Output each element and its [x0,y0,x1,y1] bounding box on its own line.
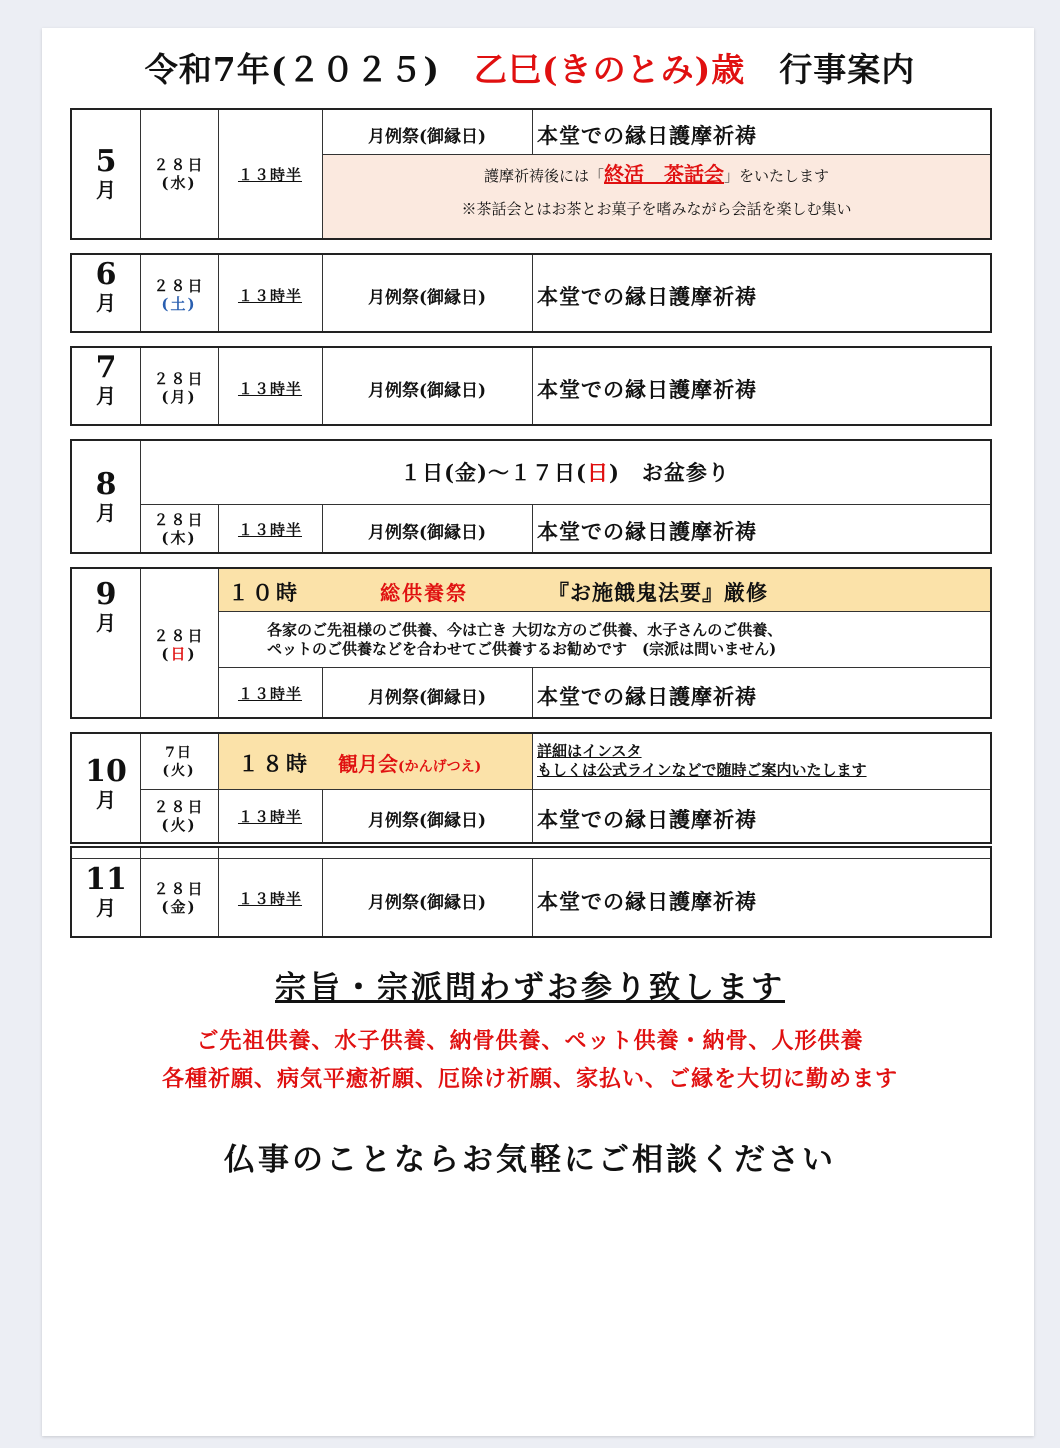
time-label: １３時半 [237,685,302,703]
tea-party-note: 護摩祈祷後には「終活 茶話会」をいたします [483,162,830,186]
rite-label: 月例祭(御縁日) [367,127,487,147]
memorial-time: １０時 [228,580,300,605]
memorial-details: 各家のご先祖様のご供養、今は亡き 大切な方のご供養、水子さんのご供養、 ペットのご供養などを合わせてご供養するお勧めです (宗派は問いません) [267,621,783,658]
consultation-message: 仏事のことならお気軽にご相談ください [224,1142,836,1178]
time-label: １３時半 [237,808,302,826]
title-suffix: 行事案内 [745,50,916,89]
title-year: 令和7年(２０２５) [144,50,474,89]
date-label: ２８日 (金) [153,880,205,916]
memorial-description: 『お施餓鬼法要』厳修 [548,580,768,605]
date-label: ２８日 (土) [153,277,205,313]
event-description: 本堂での縁日護摩祈祷 [537,377,757,402]
event-description: 本堂での縁日護摩祈祷 [537,519,757,544]
event-description: 本堂での縁日護摩祈祷 [537,889,757,914]
month-label: 9 月 [95,577,117,635]
moon-viewing-time: １８時 [238,751,310,776]
month-label: 5 月 [95,144,117,202]
date-label: ２８日 (水) [153,156,205,192]
event-description: 本堂での縁日護摩祈祷 [537,684,757,709]
rite-label: 月例祭(御縁日) [367,688,487,708]
rite-label: 月例祭(御縁日) [367,523,487,543]
month-label: 7 月 [95,350,117,408]
month-label: 10 月 [85,754,127,812]
time-label: １３時半 [237,380,302,398]
moon-viewing-name: 観月会(かんげつえ) [338,752,482,776]
date-label-moon-viewing: 7日 (火) [162,745,196,779]
date-label: ２８日 (火) [153,798,205,834]
page-title [0,44,1060,91]
date-label: ２８日 (木) [153,511,205,547]
date-label: ２８日 (月) [153,370,205,406]
obon-event: １日(金)～１７日(日) お盆参り [400,460,730,485]
time-label: １３時半 [237,890,302,908]
services-line-1: ご先祖供養、水子供養、納骨供養、ペット供養・納骨、人形供養 [196,1028,864,1054]
time-label: １３時半 [237,521,302,539]
title-zodiac: 乙巳(きのとみ)歳 [473,50,746,89]
october-block [70,732,992,844]
month-label: 11 月 [85,862,127,920]
event-description: 本堂での縁日護摩祈祷 [537,807,757,832]
month-label: 8 月 [95,467,117,525]
moon-viewing-info: 詳細はインスタ もしくは公式ラインなどで随時ご案内いたします [537,742,867,779]
month-label: 6 月 [95,257,117,315]
tea-party-explanation: ※茶話会とはお茶とお菓子を嗜みながら会話を楽しむ集い [461,200,852,218]
rite-label: 月例祭(御縁日) [367,811,487,831]
july-block [70,346,992,426]
date-label: ２８日 (日) [153,627,205,663]
november-block [70,846,992,938]
rite-label: 月例祭(御縁日) [367,893,487,913]
time-label: １３時半 [237,166,302,184]
september-block [70,567,992,719]
rite-label: 月例祭(御縁日) [367,381,487,401]
june-block [70,253,992,333]
august-block [70,439,992,554]
may-block [70,108,992,240]
services-line-2: 各種祈願、病気平癒祈願、厄除け祈願、家払い、ご縁を大切に勤めます [161,1066,898,1092]
event-description: 本堂での縁日護摩祈祷 [537,284,757,309]
time-label: １３時半 [237,287,302,305]
rite-label: 月例祭(御縁日) [367,288,487,308]
memorial-name: 総供養祭 [380,581,468,605]
event-description: 本堂での縁日護摩祈祷 [537,123,757,148]
welcome-headline: 宗旨・宗派問わずお参り致します [275,970,785,1006]
